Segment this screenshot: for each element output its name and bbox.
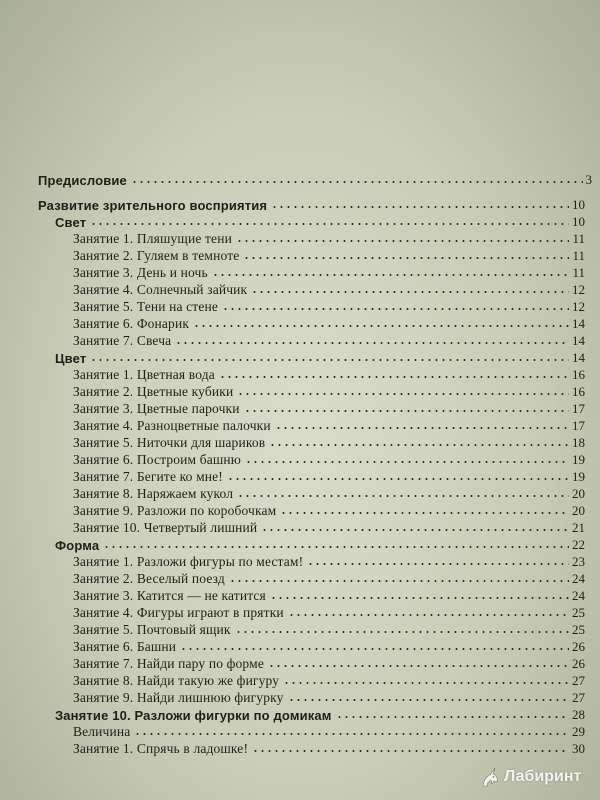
toc-entry-page: 27 xyxy=(572,673,585,688)
toc-entry-page: 17 xyxy=(572,401,585,416)
toc-entry-title: Занятие 10. Четвертый лишний xyxy=(73,520,258,535)
toc-entry-title: Занятие 10. Разложи фигурки по домикам xyxy=(55,708,332,723)
toc-leader-dots xyxy=(131,179,583,185)
toc-entry-title: Цвет xyxy=(55,351,87,366)
toc-leader-dots xyxy=(134,731,569,737)
toc-leader-dots xyxy=(90,357,569,363)
toc-entry xyxy=(0,552,600,570)
toc-entry-page: 20 xyxy=(572,486,585,501)
toc-entry-title: Занятие 7. Свеча xyxy=(73,333,172,348)
toc-leader-dots xyxy=(103,544,569,550)
toc-entry xyxy=(0,654,600,672)
toc-entry-title: Занятие 4. Фигуры играют в прятки xyxy=(73,605,284,620)
toc-leader-dots xyxy=(280,510,569,516)
toc-entry xyxy=(0,688,600,706)
toc-entry xyxy=(0,399,600,417)
toc-entry xyxy=(0,365,600,383)
toc-entry-page: 23 xyxy=(572,554,585,569)
toc-leader-dots xyxy=(237,493,569,499)
toc-entry-page: 17 xyxy=(572,418,585,433)
toc-entry-title: Занятие 2. Цветные кубики xyxy=(73,384,234,399)
toc-entry-title: Занятие 2. Гуляем в темноте xyxy=(73,248,240,263)
toc-entry-title: Занятие 3. Цветные парочки xyxy=(73,401,240,416)
toc-entry-title: Занятие 6. Башни xyxy=(73,639,177,654)
toc-entry xyxy=(0,603,600,621)
toc-leader-dots xyxy=(261,527,569,533)
toc-entry-title: Занятие 7. Найди пару по форме xyxy=(73,656,264,671)
toc-entry xyxy=(0,518,600,536)
toc-entry xyxy=(0,484,600,502)
toc-leader-dots xyxy=(268,663,569,669)
toc-leader-dots xyxy=(175,340,569,346)
toc-entry-title: Занятие 4. Разноцветные палочки xyxy=(73,418,271,433)
toc-entry xyxy=(0,620,600,638)
toc-entry-title: Занятие 9. Найди лишнюю фигурку xyxy=(73,690,284,705)
toc-entry xyxy=(0,569,600,587)
toc-entry-title: Занятие 5. Почтовый ящик xyxy=(73,622,231,637)
toc-entry-page: 28 xyxy=(572,707,585,722)
toc-entry xyxy=(0,246,600,264)
toc-entry-title: Занятие 5. Ниточки для шариков xyxy=(73,435,266,450)
toc-leader-dots xyxy=(307,561,569,567)
toc-entry-page: 30 xyxy=(572,741,585,756)
toc-leader-dots xyxy=(288,697,569,703)
toc-entry xyxy=(0,739,600,757)
watermark-text: Лабиринт xyxy=(504,768,582,785)
toc-leader-dots xyxy=(229,578,569,584)
toc-entry-page: 26 xyxy=(572,639,585,654)
toc-entry-title: Занятие 1. Пляшущие тени xyxy=(73,231,232,246)
toc-entry-page: 22 xyxy=(572,537,585,552)
toc-entry xyxy=(0,297,600,315)
toc-entry-title: Занятие 8. Найди такую же фигуру xyxy=(73,673,280,688)
toc-entry-page: 12 xyxy=(572,299,585,314)
toc-entry xyxy=(0,263,600,281)
toc-entry xyxy=(0,331,600,349)
toc-leader-dots xyxy=(270,595,569,601)
toc-entry-title: Занятие 6. Построим башню xyxy=(73,452,242,467)
toc-entry-title: Занятие 4. Солнечный зайчик xyxy=(73,282,248,297)
toc-leader-dots xyxy=(251,289,569,295)
toc-entry-page: 11 xyxy=(572,248,585,263)
toc-entry-title: Развитие зрительного восприятия xyxy=(38,198,268,213)
toc-entry-page: 14 xyxy=(572,316,585,331)
toc-entry-page: 24 xyxy=(572,571,585,586)
toc-leader-dots xyxy=(219,374,569,380)
toc-entry-title: Занятие 1. Спрячь в ладошке! xyxy=(73,741,249,756)
toc-entry xyxy=(0,382,600,400)
toc-leader-dots xyxy=(227,476,569,482)
toc-entry xyxy=(0,586,600,604)
toc-entry-title: Занятие 1. Разложи фигуры по местам! xyxy=(73,554,304,569)
toc-entry-page: 14 xyxy=(572,333,585,348)
toc-entry-page: 14 xyxy=(572,350,585,365)
toc-entry-page: 24 xyxy=(572,588,585,603)
toc-entry xyxy=(0,467,600,485)
toc-entry-page: 26 xyxy=(572,656,585,671)
toc-entry-title: Занятие 7. Бегите ко мне! xyxy=(73,469,223,484)
toc-entry-page: 11 xyxy=(572,265,585,280)
toc-leader-dots xyxy=(243,255,569,261)
toc-entry-title: Занятие 8. Наряжаем кукол xyxy=(73,486,234,501)
toc-entry-page: 25 xyxy=(572,605,585,620)
toc-leader-dots xyxy=(193,323,569,329)
toc-entry-page: 21 xyxy=(572,520,585,535)
toc-entry-page: 29 xyxy=(572,724,585,739)
toc-entry-page: 11 xyxy=(572,231,585,246)
toc-entry xyxy=(0,280,600,298)
toc-leader-dots xyxy=(288,612,569,618)
toc-entry xyxy=(0,722,600,740)
toc-entry-title: Форма xyxy=(55,538,100,553)
toc-entry-page: 27 xyxy=(572,690,585,705)
toc-entry xyxy=(0,348,600,366)
toc-entry-page: 12 xyxy=(572,282,585,297)
toc-entry-page: 16 xyxy=(572,367,585,382)
toc-leader-dots xyxy=(244,408,569,414)
toc-entry-title: Занятие 6. Фонарик xyxy=(73,316,190,331)
toc-leader-dots xyxy=(212,272,570,278)
toc-entry-title: Величина xyxy=(73,724,131,739)
toc-entry-title: Занятие 1. Цветная вода xyxy=(73,367,215,382)
toc-entry-page: 10 xyxy=(572,197,585,212)
toc-leader-dots xyxy=(252,748,569,754)
toc-leader-dots xyxy=(236,238,570,244)
toc-entry xyxy=(0,433,600,451)
toc-entry-title: Занятие 2. Веселый поезд xyxy=(73,571,225,586)
toc-leader-dots xyxy=(336,714,569,720)
toc-entry xyxy=(0,229,600,247)
toc-leader-dots xyxy=(235,629,569,635)
labirint-watermark xyxy=(478,762,596,792)
toc-entry-title: Занятие 3. Катится — не катится xyxy=(73,588,266,603)
toc-entry-title: Занятие 9. Разложи по коробочкам xyxy=(73,503,277,518)
toc-entry-page: 16 xyxy=(572,384,585,399)
toc-entry xyxy=(0,501,600,519)
toc-entry-title: Занятие 5. Тени на стене xyxy=(73,299,219,314)
toc-leader-dots xyxy=(90,221,569,227)
toc-entry-page: 19 xyxy=(572,469,585,484)
toc-entry xyxy=(0,170,600,188)
toc-entry-title: Предисловие xyxy=(38,173,127,188)
toc-leader-dots xyxy=(245,459,569,465)
toc-entry xyxy=(0,637,600,655)
toc-entry xyxy=(0,535,600,553)
toc-leader-dots xyxy=(180,646,569,652)
toc-entry xyxy=(0,314,600,332)
toc-entry-title: Занятие 3. День и ночь xyxy=(73,265,208,280)
labirint-unicorn-icon xyxy=(478,765,502,789)
toc-entry-title: Свет xyxy=(55,215,87,230)
toc-entry-page: 19 xyxy=(572,452,585,467)
toc-entry-page: 20 xyxy=(572,503,585,518)
toc-leader-dots xyxy=(271,204,569,210)
toc-entry-page: 3 xyxy=(585,172,592,187)
toc-leader-dots xyxy=(269,442,569,448)
toc-leader-dots xyxy=(283,680,569,686)
toc-entry-page: 25 xyxy=(572,622,585,637)
toc-entry-page: 18 xyxy=(572,435,585,450)
toc-leader-dots xyxy=(275,425,569,431)
toc-entry xyxy=(0,450,600,468)
toc-entry xyxy=(0,416,600,434)
toc-entry xyxy=(0,212,600,230)
toc-leader-dots xyxy=(222,306,569,312)
toc-entry xyxy=(0,705,600,723)
toc-entry xyxy=(0,195,600,213)
toc-entry xyxy=(0,671,600,689)
toc-entry-page: 10 xyxy=(572,214,585,229)
toc-leader-dots xyxy=(237,391,569,397)
